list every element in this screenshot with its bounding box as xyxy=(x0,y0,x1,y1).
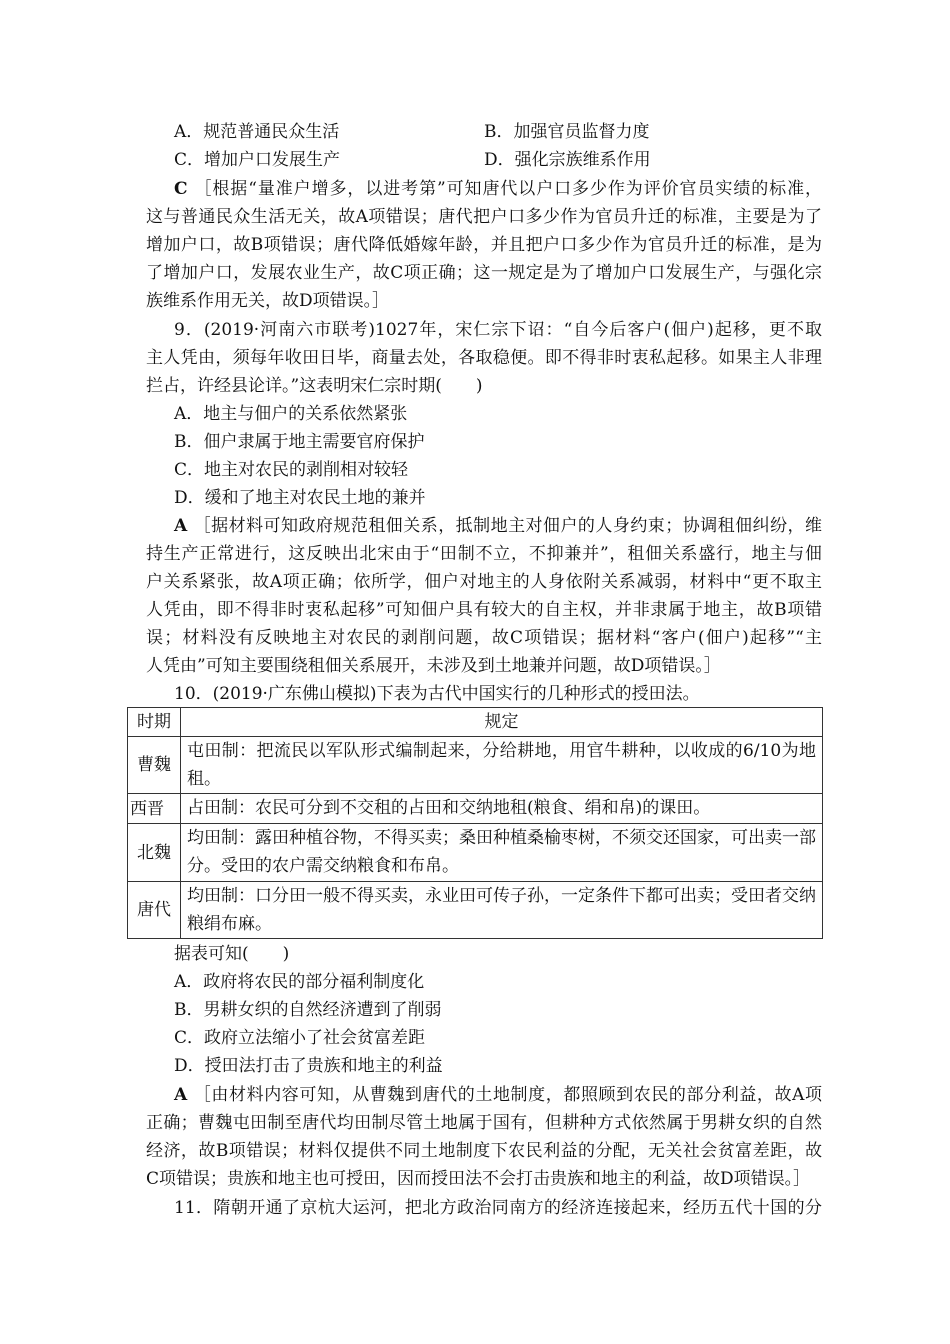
table-cell-period: 唐代 xyxy=(128,882,181,939)
table-row xyxy=(128,737,823,794)
q10-explanation-line: 经济，故B项错误；材料仅提供不同土地制度下农民利益的分配，无关社会贫富差距，故 xyxy=(146,1141,822,1161)
q8-explanation-line: 了增加户口，发展农业生产，故C项正确；这一规定是为了增加户口发展生产，与强化宗 xyxy=(146,263,822,283)
q11-stem-line: 11．隋朝开通了京杭大运河，把北方政治同南方的经济连接起来，经历五代十国的分 xyxy=(174,1198,822,1218)
q9-stem-line: 主人凭由，须每年收田日毕，商量去处，各取稳便。即不得非时衷私起移。如果主人非理 xyxy=(146,348,822,368)
q9-explanation-line: 持生产正常进行，这反映出北宋由于“田制不立，不抑兼并”，租佃关系盛行，地主与佃 xyxy=(146,544,822,564)
land-system-table xyxy=(127,707,823,939)
q10-option-a[interactable]: A．政府将农民的部分福利制度化 xyxy=(174,972,425,992)
q8-option-c[interactable]: C．增加户口发展生产 xyxy=(174,150,341,170)
q9-explanation-line: A ［据材料可知政府规范租佃关系，抵制地主对佃户的人身约束；协调租佃纠纷，维 xyxy=(174,516,822,536)
table-cell-period: 曹魏 xyxy=(128,737,181,794)
q8-explanation-line: 族维系作用无关，故D项错误。］ xyxy=(146,291,390,311)
q8-answer-letter: C xyxy=(174,179,188,199)
table-header-period: 时期 xyxy=(128,708,181,737)
q8-explanation-line: 增加户口，故B项错误；唐代降低婚嫁年龄，并且把户口多少作为官员升迁的标准，是为 xyxy=(146,235,822,255)
q9-option-b[interactable]: B．佃户隶属于地主需要官府保护 xyxy=(174,432,425,452)
table-cell-rule: 占田制：农民可分到不交租的占田和交纳地租(粮食、绢和帛)的课田。 xyxy=(181,794,823,824)
table-cell-rule: 均田制：露田种植谷物，不得买卖；桑田种植桑榆枣树，不须交还国家，可出卖一部分。受田的农户需交纳粮食和布帛。 xyxy=(181,824,823,882)
table-header-rule: 规定 xyxy=(181,708,823,737)
q10-question: 据表可知( ) xyxy=(174,944,290,964)
table-cell-rule: 屯田制：把流民以军队形式编制起来，分给耕地，用官牛耕种，以收成的6/10为地租。 xyxy=(181,737,823,794)
q9-explanation-line: 人凭由，即不得非时衷私起移”可知佃户具有较大的自主权，并非隶属于地主，故B项错 xyxy=(146,600,822,620)
table-header-row xyxy=(128,708,823,737)
table-row xyxy=(128,794,823,824)
q9-answer-letter: A xyxy=(174,516,188,536)
q10-explanation-line: C项错误；贵族和地主也可授田，因而授田法不会打击贵族和地主的利益，故D项错误。］ xyxy=(146,1169,811,1189)
q9-stem-line: 拦占，许经县论详。”这表明宋仁宗时期( ) xyxy=(146,376,483,396)
q9-option-d[interactable]: D．缓和了地主对农民土地的兼并 xyxy=(174,488,426,508)
q10-explanation-line: A ［由材料内容可知，从曹魏到唐代的土地制度，都照顾到农民的部分利益，故A项 xyxy=(174,1085,822,1105)
q9-explanation-line: 户关系紧张，故A项正确；依所学，佃户对地主的人身依附关系减弱，材料中“更不取主 xyxy=(146,572,822,592)
table-cell-period: 西晋 xyxy=(128,794,181,824)
q8-option-d[interactable]: D．强化宗族维系作用 xyxy=(484,150,651,170)
q10-explanation-line: 正确；曹魏屯田制至唐代均田制尽管土地属于国有，但耕种方式依然属于男耕女织的自然 xyxy=(146,1113,822,1133)
q8-explanation-line: C ［根据“量准户增多，以进考第”可知唐代以户口多少作为评价官员实绩的标准， xyxy=(174,179,822,199)
q8-option-a[interactable]: A．规范普通民众生活 xyxy=(174,122,340,142)
table-row xyxy=(128,882,823,939)
q8-option-b[interactable]: B．加强官员监督力度 xyxy=(484,122,650,142)
q9-explanation-line: 人凭由”可知主要围绕租佃关系展开，未涉及到土地兼并问题，故D项错误。］ xyxy=(146,656,721,676)
table-cell-period: 北魏 xyxy=(128,824,181,882)
q8-explanation-line: 这与普通民众生活无关，故A项错误；唐代把户口多少作为官员升迁的标准，主要是为了 xyxy=(146,207,822,227)
q10-option-b[interactable]: B．男耕女织的自然经济遭到了削弱 xyxy=(174,1000,442,1020)
q9-option-c[interactable]: C．地主对农民的剥削相对较轻 xyxy=(174,460,409,480)
q9-explanation-line: 误；材料没有反映地主对农民的剥削问题，故C项错误；据材料“客户(佃户)起移”“主 xyxy=(146,628,822,648)
q9-stem-line: 9．(2019·河南六市联考)1027年，宋仁宗下诏：“自今后客户(佃户)起移，更不取 xyxy=(174,320,822,340)
q9-option-a[interactable]: A．地主与佃户的关系依然紧张 xyxy=(174,404,408,424)
q10-stem: 10．(2019·广东佛山模拟)下表为古代中国实行的几种形式的授田法。 xyxy=(174,684,700,704)
q10-option-d[interactable]: D．授田法打击了贵族和地主的利益 xyxy=(174,1056,443,1076)
table-row xyxy=(128,824,823,882)
table-cell-rule: 均田制：口分田一般不得买卖，永业田可传子孙，一定条件下都可出卖；受田者交纳粮绢布麻。 xyxy=(181,882,823,939)
q10-option-c[interactable]: C．政府立法缩小了社会贫富差距 xyxy=(174,1028,426,1048)
q10-answer-letter: A xyxy=(174,1085,188,1105)
